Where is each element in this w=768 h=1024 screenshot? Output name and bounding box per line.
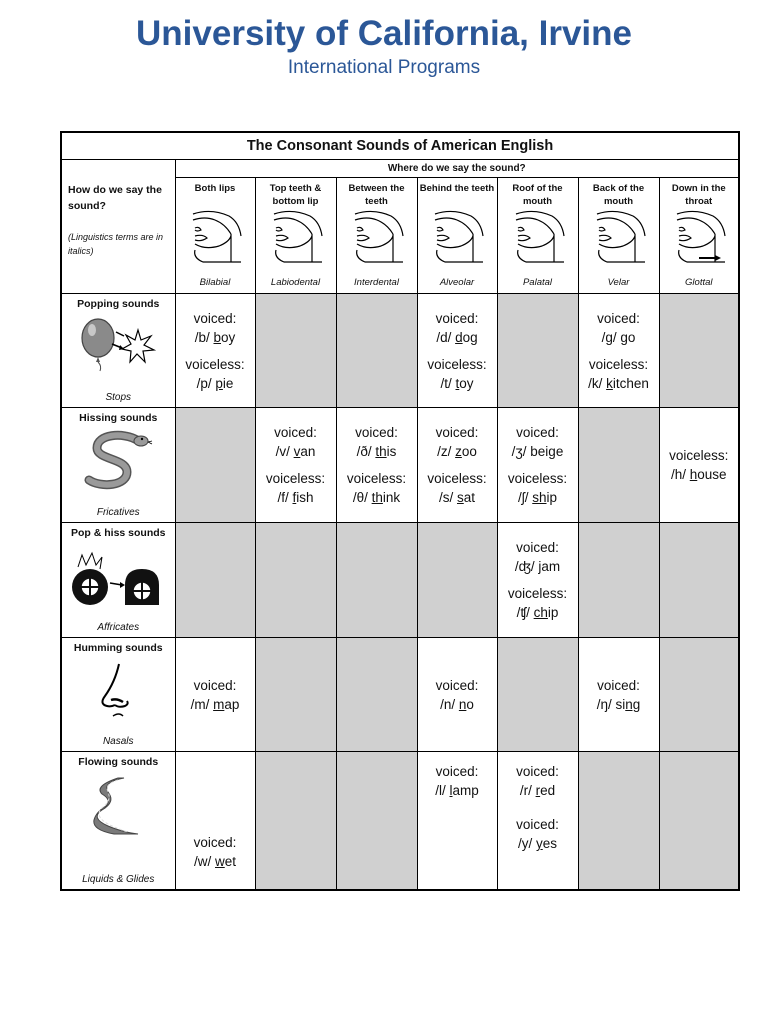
voiceless-label: voiceless: xyxy=(427,356,487,372)
column-place: Back of the mouth xyxy=(592,183,645,207)
example-letter: k xyxy=(606,375,613,391)
row-header-stops xyxy=(61,294,175,408)
cannon-icon xyxy=(70,545,166,609)
ipa-symbol: /ʃ/ xyxy=(517,490,529,505)
example-letter: w xyxy=(215,854,225,869)
column-place: Roof of the mouth xyxy=(512,183,563,207)
ipa-symbol: /v/ xyxy=(275,444,290,459)
example-rest: amp xyxy=(452,783,479,798)
column-header xyxy=(175,178,255,294)
winding-road-icon xyxy=(88,774,148,838)
example-rest: et xyxy=(224,854,237,869)
voiced-label: voiced: xyxy=(597,310,640,326)
empty-cell xyxy=(255,523,336,638)
empty-cell xyxy=(255,294,336,408)
mouth-profile-icon xyxy=(266,210,326,264)
example-rest: ed xyxy=(540,783,556,798)
example-rest: an xyxy=(300,444,316,459)
how-label: How do we say the sound? xyxy=(68,184,162,212)
voiced-label: voiced: xyxy=(193,310,237,326)
column-place: Behind the teeth xyxy=(419,183,495,194)
sound-cell-r-y xyxy=(497,752,578,891)
example-rest: oy xyxy=(459,375,474,391)
empty-cell xyxy=(175,523,255,638)
voiced-label: voiced: xyxy=(435,677,479,693)
example-letter: th xyxy=(371,490,383,505)
example-rest: am xyxy=(541,559,561,574)
balloon-pop-icon xyxy=(76,316,160,372)
empty-cell xyxy=(336,294,417,408)
voiceless-label: voiceless: xyxy=(185,356,245,372)
ipa-symbol: /d/ xyxy=(436,329,452,345)
row-header-liquids xyxy=(61,752,175,891)
voiced-label: voiced: xyxy=(355,425,398,440)
example-rest: ip xyxy=(546,490,558,505)
program-name: International Programs xyxy=(287,57,481,78)
voiced-label: voiced: xyxy=(435,764,479,779)
column-header xyxy=(578,178,659,294)
ipa-symbol: /z/ xyxy=(437,444,452,459)
column-term: Bilabial xyxy=(199,277,231,288)
row-term: Affricates xyxy=(97,622,140,633)
ipa-symbol: /θ/ xyxy=(352,490,368,505)
mouth-profile-icon xyxy=(347,210,407,264)
column-term: Labiodental xyxy=(270,277,321,288)
example-letter: t xyxy=(455,375,460,391)
example-rest: og xyxy=(462,329,478,345)
row-term: Fricatives xyxy=(96,507,140,518)
example-rest: ouse xyxy=(697,467,727,482)
example-rest: ie xyxy=(222,375,234,391)
column-term: Alveolar xyxy=(439,277,475,288)
sound-cell-m xyxy=(175,638,255,752)
column-term: Interdental xyxy=(354,277,399,288)
example-rest: e xyxy=(555,444,564,459)
row-title: Popping sounds xyxy=(77,298,160,310)
column-place: Both lips xyxy=(194,183,236,194)
mouth-profile-icon xyxy=(508,210,568,264)
how-note: (Linguistics terms are in italics) xyxy=(68,232,164,256)
ipa-symbol: /y/ xyxy=(517,836,533,851)
sound-cell-b-p xyxy=(175,294,255,408)
example-letter: s xyxy=(457,490,464,505)
column-header xyxy=(336,178,417,294)
sound-cell-dh-th xyxy=(336,408,417,523)
row-header-affricates xyxy=(61,523,175,638)
sound-cell-l xyxy=(417,752,497,891)
example-rest: itchen xyxy=(612,375,649,391)
voiced-label: voiced: xyxy=(274,425,317,440)
ipa-symbol: /m/ xyxy=(190,696,210,712)
mouth-profile-icon xyxy=(589,210,649,264)
voiced-label: voiced: xyxy=(516,764,559,779)
mouth-profile-icon xyxy=(669,210,729,264)
empty-cell xyxy=(255,752,336,891)
empty-cell xyxy=(255,638,336,752)
empty-cell xyxy=(659,523,739,638)
example-letter: d xyxy=(455,329,463,345)
voiced-label: voiced: xyxy=(597,677,640,693)
ipa-symbol: /w/ xyxy=(193,854,212,869)
sound-cell-v-f xyxy=(255,408,336,523)
column-term: Velar xyxy=(607,277,630,288)
row-header-nasals xyxy=(61,638,175,752)
ipa-symbol: /ŋ/ xyxy=(596,696,612,712)
ipa-symbol: /k/ xyxy=(588,375,603,391)
example-letter: v xyxy=(293,444,301,459)
consonant-table xyxy=(60,131,740,891)
example-prefix: si xyxy=(615,696,626,712)
empty-cell xyxy=(175,408,255,523)
column-header xyxy=(255,178,336,294)
column-term: Palatal xyxy=(522,277,553,288)
empty-cell xyxy=(497,638,578,752)
empty-cell xyxy=(336,752,417,891)
row-term: Stops xyxy=(105,392,132,403)
empty-cell xyxy=(578,752,659,891)
ipa-symbol: /ʒ/ xyxy=(511,444,527,459)
sound-cell-ng xyxy=(578,638,659,752)
example-letter: g xyxy=(548,444,556,459)
voiceless-label: voiceless: xyxy=(507,586,568,601)
row-title: Hissing sounds xyxy=(79,412,158,424)
column-term: Glottal xyxy=(685,277,713,288)
column-place: Down in the throat xyxy=(671,183,726,207)
empty-cell xyxy=(578,523,659,638)
sound-cell-dzh-tsh xyxy=(497,523,578,638)
ipa-symbol: /ʤ/ xyxy=(514,559,535,574)
example-letter: th xyxy=(375,444,387,459)
sound-cell-h xyxy=(659,408,739,523)
ipa-symbol: /r/ xyxy=(519,783,532,798)
empty-cell xyxy=(336,523,417,638)
ipa-symbol: /g/ xyxy=(601,329,617,345)
row-term: Liquids & Glides xyxy=(82,874,155,885)
example-letter: l xyxy=(449,783,453,798)
example-letter: h xyxy=(689,467,698,482)
example-letter: p xyxy=(215,375,223,391)
ipa-symbol: /f/ xyxy=(277,490,289,505)
column-header xyxy=(497,178,578,294)
voiceless-label: voiceless: xyxy=(265,471,326,486)
snake-icon xyxy=(83,430,153,494)
sound-cell-n xyxy=(417,638,497,752)
sound-cell-w xyxy=(175,752,255,891)
voiceless-label: voiceless: xyxy=(346,471,407,486)
example-rest: ap xyxy=(224,696,240,712)
voiced-label: voiced: xyxy=(193,835,237,850)
ipa-symbol: /p/ xyxy=(196,375,212,391)
example-rest: oo xyxy=(461,444,477,459)
example-letter: y xyxy=(536,836,543,851)
ipa-symbol: /h/ xyxy=(670,467,686,482)
voiceless-label: voiceless: xyxy=(427,471,487,486)
ipa-symbol: /s/ xyxy=(438,490,454,505)
nose-icon xyxy=(93,660,143,724)
example-letter: z xyxy=(455,444,462,459)
empty-cell xyxy=(497,294,578,408)
sound-cell-zh-sh xyxy=(497,408,578,523)
example-letter: ch xyxy=(533,605,548,620)
ipa-symbol: /l/ xyxy=(435,783,446,798)
how-header xyxy=(61,160,175,294)
example-rest: at xyxy=(463,490,476,505)
mouth-profile-icon xyxy=(427,210,487,264)
empty-cell xyxy=(578,408,659,523)
voiceless-label: voiceless: xyxy=(507,471,568,486)
row-title: Pop & hiss sounds xyxy=(70,527,166,539)
university-name: University of California, Irvine xyxy=(136,14,632,53)
example-letter: ng xyxy=(625,696,641,712)
example-letter: f xyxy=(292,490,297,505)
voiced-label: voiced: xyxy=(435,425,479,440)
empty-cell xyxy=(659,752,739,891)
example-prefix: bei xyxy=(530,444,549,459)
example-rest: o xyxy=(627,329,636,345)
example-letter: b xyxy=(213,329,222,345)
example-letter: n xyxy=(458,696,467,712)
empty-cell xyxy=(417,523,497,638)
voiced-label: voiced: xyxy=(516,540,559,555)
ipa-symbol: /n/ xyxy=(440,696,456,712)
row-header-fricatives xyxy=(61,408,175,523)
ipa-symbol: /ʧ/ xyxy=(516,605,530,620)
voiced-label: voiced: xyxy=(516,425,559,440)
example-rest: ink xyxy=(382,490,401,505)
column-place: Between the teeth xyxy=(348,183,405,207)
row-title: Flowing sounds xyxy=(78,756,159,768)
row-title: Humming sounds xyxy=(73,642,163,654)
ipa-symbol: /t/ xyxy=(440,375,452,391)
example-rest: is xyxy=(386,444,397,459)
voiced-label: voiced: xyxy=(435,310,479,326)
table-title: The Consonant Sounds of American English xyxy=(61,132,739,160)
sound-cell-z-s xyxy=(417,408,497,523)
ipa-symbol: /ð/ xyxy=(356,444,372,459)
column-header xyxy=(659,178,739,294)
voiceless-label: voiceless: xyxy=(669,448,729,463)
sound-cell-g-k xyxy=(578,294,659,408)
example-letter: j xyxy=(538,559,542,574)
ipa-symbol: /b/ xyxy=(194,329,210,345)
example-rest: ish xyxy=(296,490,314,505)
sound-cell-d-t xyxy=(417,294,497,408)
example-rest: o xyxy=(466,696,474,712)
column-header xyxy=(417,178,497,294)
empty-cell xyxy=(659,638,739,752)
example-rest: ip xyxy=(547,605,559,620)
example-letter: r xyxy=(535,783,541,798)
voiced-label: voiced: xyxy=(516,817,559,832)
row-term: Nasals xyxy=(102,736,134,747)
mouth-profile-icon xyxy=(185,210,245,264)
empty-cell xyxy=(336,638,417,752)
example-rest: es xyxy=(542,836,558,851)
page-header xyxy=(0,14,768,80)
example-rest: oy xyxy=(221,329,236,345)
column-place: Top teeth & bottom lip xyxy=(269,183,322,207)
empty-cell xyxy=(659,294,739,408)
example-letter: g xyxy=(620,329,628,345)
voiceless-label: voiceless: xyxy=(588,356,649,372)
example-letter: m xyxy=(213,696,225,712)
example-letter: sh xyxy=(532,490,547,505)
where-header: Where do we say the sound? xyxy=(175,160,739,178)
voiced-label: voiced: xyxy=(193,677,237,693)
